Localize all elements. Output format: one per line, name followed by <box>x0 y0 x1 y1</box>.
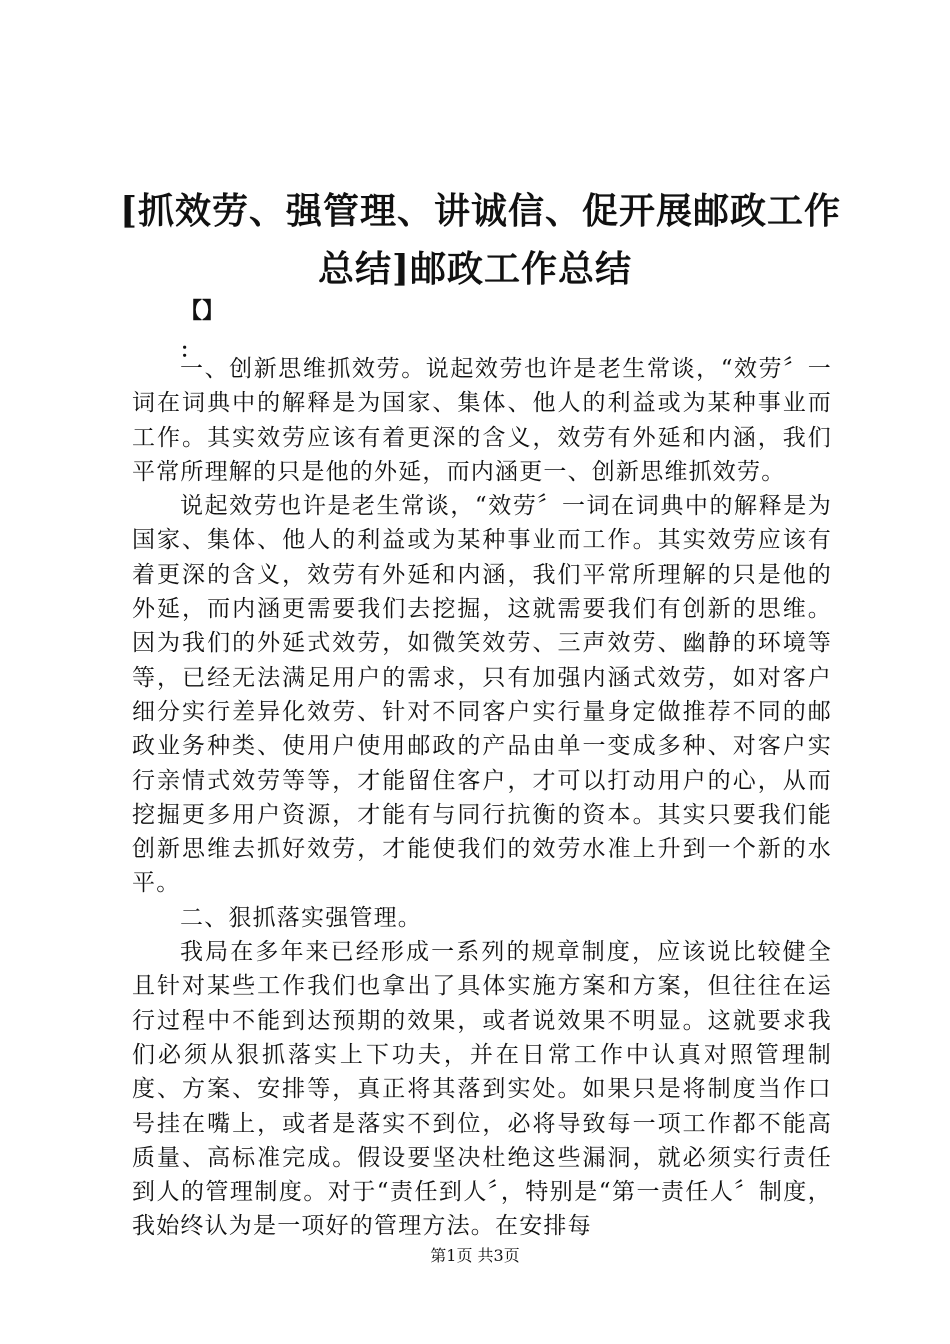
title-line-2: 总结]邮政工作总结 <box>317 248 633 290</box>
document-body <box>132 352 832 1244</box>
paragraph-2: 说起效劳也许是老生常谈，“效劳〞一词在词典中的解释是为国家、集体、他人的利益或为某种事业而工作。其实效劳应该有着更深的含义，效劳有外延和内涵，我们平常所理解的只是他的外延，而内涵更需要我们去挖掘，这就需要我们有创新的思维。因为我们的外延式效劳，如微笑效劳、三声效劳、幽静的环境等等，已经无法满足用户的需求，只有加强内涵式效劳，如对客户细分实行差异化效劳、针对不同客户实行量身定做推荐不同的邮政业务种类、使用户使用邮政的产品由单一变成多种、对客户实行亲情式效劳等等，才能留住客户，才可以打动用户的心，从而挖掘更多用户资源，才能有与同行抗衡的资本。其实只要我们能创新思维去抓好效劳，才能使我们的效劳水准上升到一个新的水平。 <box>132 493 832 897</box>
empty-bracket-label: 【】 <box>180 298 225 324</box>
document-title <box>120 182 842 298</box>
colon-label: ： <box>180 338 200 362</box>
paragraph-3-heading: 二、狠抓落实强管理。 <box>180 904 422 931</box>
paragraph-1: 一、创新思维抓效劳。说起效劳也许是老生常谈，“效劳〞一词在词典中的解释是为国家、集体、他人的利益或为某种事业而工作。其实效劳应该有着更深的含义，效劳有外延和内涵，我们平常所理解的只是他的外延，而内涵更一、创新思维抓效劳。 <box>132 356 832 485</box>
page-footer: 第1页 共3页 <box>430 1246 520 1265</box>
title-line-1: [抓效劳、强管理、讲诚信、促开展邮政工作 <box>120 190 842 232</box>
paragraph-4: 我局在多年来已经形成一系列的规章制度，应该说比较健全且针对某些工作我们也拿出了具体实施方案和方案，但往往在运行过程中不能到达预期的效果，或者说效果不明显。这就要求我们必须从狠抓落实上下功夫，并在日常工作中认真对照管理制度、方案、安排等，真正将其落到实处。如果只是将制度当作口号挂在嘴上，或者是落实不到位，必将导致每一项工作都不能高质量、高标准完成。假设要坚决杜绝这些漏洞，就必须实行责任到人的管理制度。对于“责任到人〞，特别是“第一责任人〞制度，我始终认为是一项好的管理方法。在安排每 <box>132 939 832 1240</box>
